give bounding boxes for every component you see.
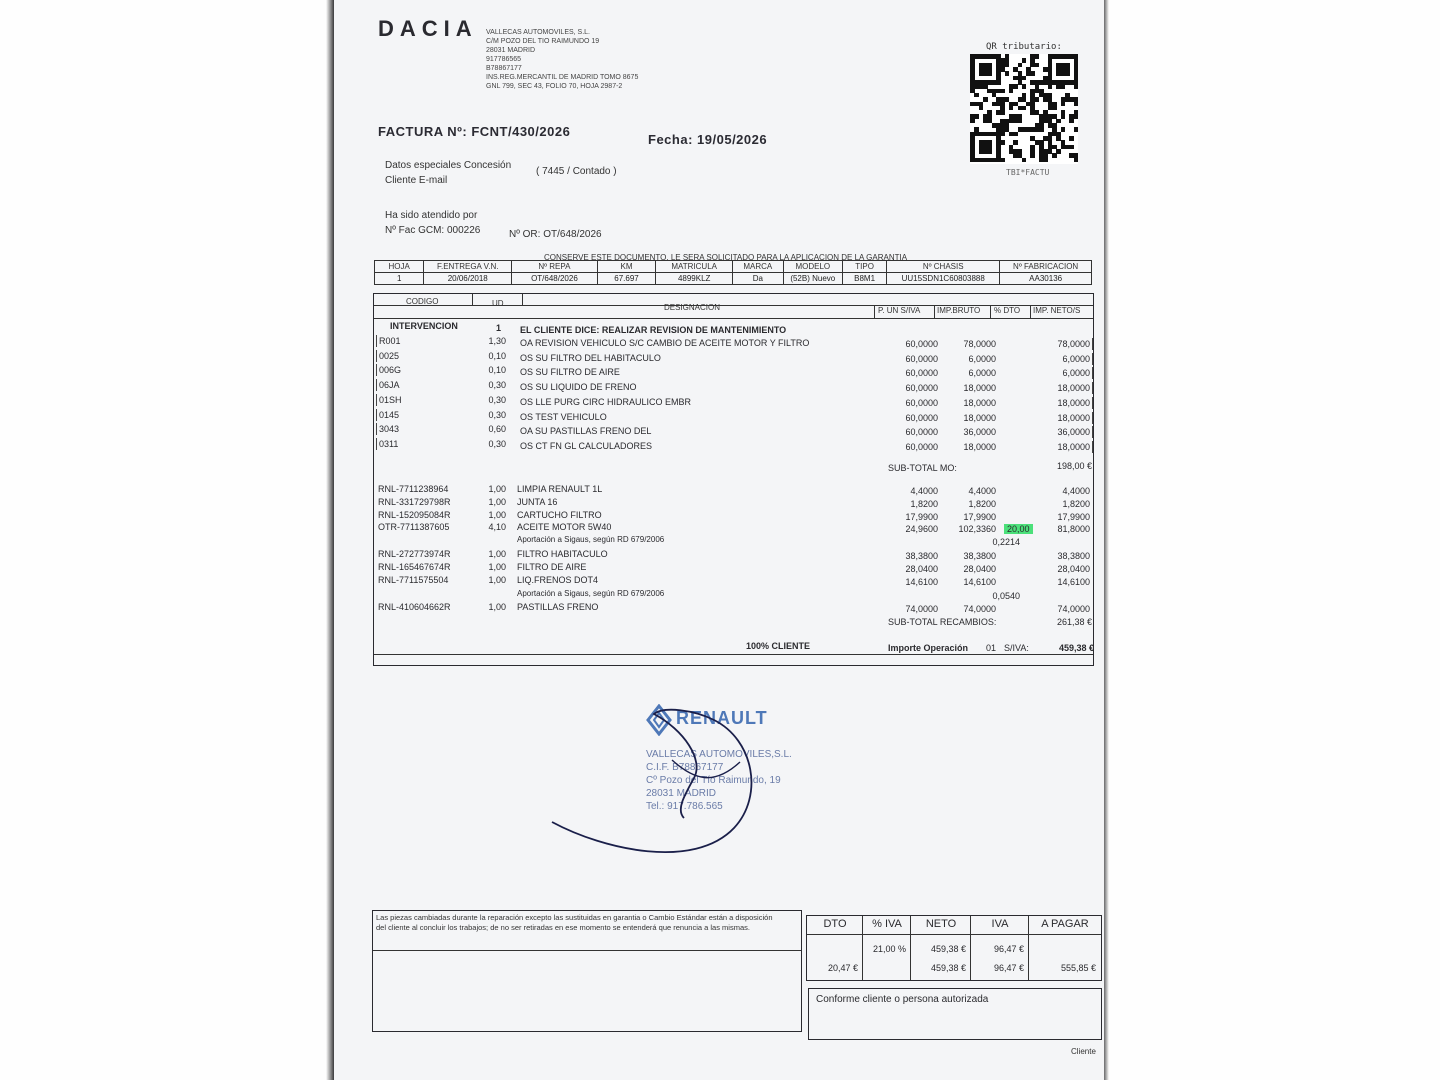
qr-code bbox=[970, 54, 1078, 164]
labor-unit-price: 60,0000 bbox=[905, 353, 938, 364]
qr-module bbox=[1061, 127, 1066, 132]
col-divider bbox=[1030, 305, 1031, 318]
labor-code: 0025 bbox=[379, 350, 400, 361]
labor-ud: 0,30 bbox=[488, 409, 506, 420]
row-edge bbox=[1092, 412, 1093, 424]
part-net: 17,9900 bbox=[1057, 512, 1090, 522]
labor-net: 18,0000 bbox=[1057, 412, 1090, 423]
part-net: 14,6100 bbox=[1057, 577, 1090, 587]
labor-net: 18,0000 bbox=[1057, 441, 1090, 452]
qr-module bbox=[1013, 132, 1018, 137]
totals-col-divider bbox=[1028, 916, 1029, 980]
subtotal-mo-value: 198,00 € bbox=[1056, 461, 1092, 471]
invoice-paper bbox=[334, 0, 1104, 1080]
vehicle-value-cell: Da bbox=[733, 273, 783, 285]
vehicle-value-cell: B8M1 bbox=[843, 273, 887, 285]
labor-desc: OA REVISION VEHICULO S/C CAMBIO DE ACEITE MOTOR Y FILTRO bbox=[520, 338, 810, 348]
qr-module bbox=[1048, 84, 1053, 89]
subtotal-rec-value: 261,38 € bbox=[1056, 617, 1092, 627]
labor-ud: 0,10 bbox=[488, 350, 506, 361]
stamp-line: VALLECAS AUTOMOVILES,S.L. bbox=[646, 749, 792, 760]
legal-divider bbox=[373, 950, 801, 951]
col-p-un: P. UN S/IVA bbox=[878, 306, 921, 315]
part-ud: 1,00 bbox=[488, 562, 506, 572]
totals-row1-cell: 459,38 € bbox=[930, 944, 966, 954]
qr-module bbox=[983, 97, 988, 102]
totals-row2-cell: 555,85 € bbox=[1060, 963, 1096, 973]
row-edge bbox=[1092, 382, 1093, 394]
part-desc: LIQ.FRENOS DOT4 bbox=[517, 575, 599, 585]
part-unit-price: 14,6100 bbox=[905, 577, 938, 587]
col-designacion: DESIGNACION bbox=[664, 303, 721, 312]
qr-module bbox=[1022, 158, 1027, 163]
stamp-line: C.I.F. B78867177 bbox=[646, 762, 724, 773]
client-percentage: 100% CLIENTE bbox=[746, 641, 811, 651]
totals-header: DTO bbox=[823, 918, 847, 930]
totals-col-divider bbox=[970, 916, 971, 980]
part-code: RNL-272773974R bbox=[378, 549, 451, 559]
client-email-label: Cliente E-mail bbox=[385, 175, 448, 186]
qr-module bbox=[1052, 153, 1057, 158]
paper-edge-shadow bbox=[326, 0, 334, 1080]
qr-module bbox=[1005, 71, 1010, 76]
conforme-label: Conforme cliente o persona autorizada bbox=[816, 994, 989, 1005]
totals-row1-cell: 21,00 % bbox=[872, 944, 906, 954]
invoice-date bbox=[648, 132, 767, 147]
invoice-number bbox=[378, 124, 570, 139]
vehicle-header-cell: Nº CHASIS bbox=[887, 261, 1000, 273]
part-gross: 28,0400 bbox=[963, 564, 996, 574]
background-left bbox=[0, 0, 334, 1080]
qr-module bbox=[1043, 158, 1048, 163]
totals-row2-cell: 20,47 € bbox=[827, 963, 858, 973]
part-desc: JUNTA 16 bbox=[517, 497, 558, 507]
qr-module bbox=[1000, 132, 1005, 137]
company-line: B78867177 bbox=[486, 65, 522, 72]
qr-module bbox=[1005, 63, 1010, 68]
labor-gross: 18,0000 bbox=[963, 412, 996, 423]
qr-module bbox=[1013, 84, 1018, 89]
qr-module bbox=[1035, 54, 1040, 59]
qr-module bbox=[1061, 114, 1066, 119]
labor-unit-price: 60,0000 bbox=[905, 412, 938, 423]
background-right bbox=[1105, 0, 1440, 1080]
part-gross: 38,3800 bbox=[963, 551, 996, 561]
qr-module bbox=[1074, 158, 1079, 163]
part-ud: 4,10 bbox=[488, 522, 506, 532]
part-unit-price: 74,0000 bbox=[905, 604, 938, 614]
labor-ud: 0,30 bbox=[488, 438, 506, 449]
qr-module bbox=[979, 106, 984, 111]
labor-unit-price: 60,0000 bbox=[905, 339, 938, 349]
intervention-ud: 1 bbox=[496, 323, 502, 333]
labor-code: 06JA bbox=[379, 380, 400, 391]
header-divider bbox=[374, 318, 1093, 319]
part-gross: 17,9900 bbox=[963, 512, 996, 522]
part-code: RNL-152095084R bbox=[378, 510, 451, 520]
row-edge bbox=[1092, 367, 1093, 379]
part-net: 81,8000 bbox=[1057, 524, 1090, 534]
vehicle-header-cell: MATRICULA bbox=[656, 261, 733, 273]
part-ud: 1,00 bbox=[488, 602, 506, 612]
vehicle-table bbox=[374, 260, 1092, 285]
vehicle-header-cell: Nº REPA bbox=[512, 261, 598, 273]
qr-module bbox=[1035, 63, 1040, 68]
qr-module bbox=[1000, 158, 1005, 163]
part-code: RNL-165467674R bbox=[378, 562, 451, 572]
part-desc: FILTRO HABITACULO bbox=[517, 549, 608, 559]
row-edge bbox=[1092, 426, 1093, 438]
fac-gcm bbox=[385, 225, 480, 236]
labor-gross: 18,0000 bbox=[963, 441, 996, 452]
company-line: C/M POZO DEL TIO RAIMUNDO 19 bbox=[486, 38, 600, 45]
stamp-line: 28031 MADRID bbox=[646, 788, 717, 799]
qr-module bbox=[1052, 106, 1057, 111]
qr-module bbox=[1056, 149, 1061, 154]
part-net: 28,0400 bbox=[1057, 564, 1090, 574]
qr-module bbox=[1000, 89, 1005, 94]
labor-unit-price: 60,0000 bbox=[905, 397, 938, 408]
labor-net: 6,0000 bbox=[1062, 353, 1090, 364]
fac-gcm-label: Nº Fac GCM: bbox=[385, 225, 445, 236]
qr-module bbox=[1065, 71, 1070, 76]
dacia-logo: DACIA bbox=[378, 16, 478, 41]
part-gross: 14,6100 bbox=[963, 577, 996, 587]
part-ud: 1,00 bbox=[488, 497, 506, 507]
part-gross: 4,4000 bbox=[968, 486, 996, 496]
qr-module bbox=[1030, 71, 1035, 76]
labor-gross: 18,0000 bbox=[963, 383, 996, 394]
qr-module bbox=[1022, 106, 1027, 111]
qr-module bbox=[1030, 153, 1035, 158]
labor-net: 18,0000 bbox=[1057, 397, 1090, 408]
part-gross: 74,0000 bbox=[963, 604, 996, 614]
qr-module bbox=[1009, 106, 1014, 111]
importe-operacion-value: 459,38 € bbox=[1058, 643, 1094, 653]
part-unit-price: 17,9900 bbox=[905, 512, 938, 522]
col-divider bbox=[934, 305, 935, 318]
company-line: 28031 MADRID bbox=[486, 47, 536, 54]
copy-label: Cliente bbox=[1071, 1047, 1096, 1056]
importe-operacion-code: 01 bbox=[986, 643, 997, 653]
qr-module bbox=[1022, 76, 1027, 81]
vehicle-header-cell: TIPO bbox=[843, 261, 887, 273]
vehicle-value-cell: OT/648/2026 bbox=[512, 273, 598, 285]
vehicle-value-cell: (52B) Nuevo bbox=[783, 273, 843, 285]
totals-header: IVA bbox=[991, 918, 1009, 930]
qr-module bbox=[1061, 84, 1066, 89]
labor-gross: 6,0000 bbox=[968, 368, 996, 379]
vehicle-value-cell: 67.697 bbox=[597, 273, 655, 285]
qr-module bbox=[974, 114, 979, 119]
handwritten-signature bbox=[544, 700, 804, 870]
part-code: RNL-410604662R bbox=[378, 602, 451, 612]
qr-module bbox=[1013, 140, 1018, 145]
stamp-line: Tel.: 917.786.565 bbox=[646, 801, 723, 812]
vehicle-header-cell: MARCA bbox=[733, 261, 783, 273]
part-ud: 1,00 bbox=[488, 549, 506, 559]
col-dto: % DTO bbox=[994, 306, 1021, 315]
vehicle-header-cell: MODELO bbox=[783, 261, 843, 273]
col-divider bbox=[990, 305, 991, 318]
qr-module bbox=[1069, 119, 1074, 124]
labor-unit-price: 60,0000 bbox=[905, 383, 938, 394]
part-desc: LIMPIA RENAULT 1L bbox=[517, 484, 603, 494]
totals-divider bbox=[807, 934, 1101, 935]
vehicle-header-cell: Nº FABRICACION bbox=[1000, 261, 1092, 273]
part-ud: 1,00 bbox=[488, 484, 506, 494]
qr-module bbox=[1039, 127, 1044, 132]
labor-gross: 36,0000 bbox=[963, 427, 996, 438]
part-desc: CARTUCHO FILTRO bbox=[517, 510, 602, 520]
invoice-date-value: 19/05/2026 bbox=[697, 132, 768, 147]
totals-row1-cell: 96,47 € bbox=[993, 944, 1024, 954]
part-discount: 20,00 bbox=[1004, 524, 1033, 534]
vehicle-header-cell: KM bbox=[597, 261, 655, 273]
part-gross: 0,2214 bbox=[992, 537, 1020, 547]
part-desc: ACEITE MOTOR 5W40 bbox=[517, 522, 612, 532]
warranty-notice: CONSERVE ESTE DOCUMENTO, LE SERA SOLICITADO PARA LA APLICACION DE LA GARANTIA bbox=[544, 253, 908, 262]
vehicle-value-cell: 1 bbox=[375, 273, 424, 285]
labor-desc: OS CT FN GL CALCULADORES bbox=[520, 440, 653, 451]
vehicle-header-cell: HOJA bbox=[375, 261, 424, 273]
labor-code: 006G bbox=[379, 365, 402, 376]
part-unit-price: 4,4000 bbox=[910, 486, 938, 496]
part-unit-price: 1,8200 bbox=[910, 499, 938, 509]
qr-module bbox=[1000, 110, 1005, 115]
qr-module bbox=[987, 149, 992, 154]
invoice-number-value: FCNT/430/2026 bbox=[471, 124, 571, 139]
vehicle-value-cell: 4899KLZ bbox=[656, 273, 733, 285]
qr-module bbox=[1035, 97, 1040, 102]
subtotal-mo-label: SUB-TOTAL MO: bbox=[888, 463, 957, 473]
col-divider bbox=[522, 294, 523, 305]
part-ud: 1,00 bbox=[488, 510, 506, 520]
part-note: Aportación a Sigaus, según RD 679/2006 bbox=[517, 535, 665, 544]
company-address bbox=[486, 28, 638, 91]
part-ud: 1,00 bbox=[488, 575, 506, 585]
subtotal-rec-label: SUB-TOTAL RECAMBIOS: bbox=[888, 617, 997, 627]
vehicle-value-cell: 20/06/2018 bbox=[424, 273, 512, 285]
part-code: OTR-7711387605 bbox=[378, 522, 450, 532]
part-code: RNL-331729798R bbox=[378, 497, 451, 507]
renault-brand: RENAULT bbox=[676, 708, 768, 728]
labor-gross: 78,0000 bbox=[963, 339, 996, 349]
part-gross: 102,3360 bbox=[958, 524, 996, 534]
part-net: 74,0000 bbox=[1057, 604, 1090, 614]
labor-code: 0145 bbox=[379, 409, 400, 420]
importe-operacion-label: Importe Operación bbox=[888, 643, 969, 653]
labor-code: 3043 bbox=[379, 424, 400, 435]
labor-desc: OS LLE PURG CIRC HIDRAULICO EMBR bbox=[520, 396, 692, 407]
special-data-value: ( 7445 / Contado ) bbox=[536, 166, 617, 177]
labor-gross: 6,0000 bbox=[968, 353, 996, 364]
labor-unit-price: 60,0000 bbox=[905, 368, 938, 379]
labor-code: R001 bbox=[379, 336, 401, 346]
qr-module bbox=[1074, 84, 1079, 89]
qr-module bbox=[1069, 145, 1074, 150]
part-gross: 1,8200 bbox=[968, 499, 996, 509]
totals-header: % IVA bbox=[872, 918, 902, 930]
labor-code: 0311 bbox=[379, 438, 399, 449]
qr-module bbox=[970, 119, 975, 124]
footer-divider bbox=[374, 654, 1093, 655]
qr-label: QR tributario: bbox=[986, 42, 1062, 52]
row-edge bbox=[1092, 441, 1093, 453]
totals-row2-cell: 459,38 € bbox=[930, 963, 966, 973]
labor-net: 36,0000 bbox=[1057, 427, 1090, 438]
totals-header: NETO bbox=[925, 918, 957, 930]
qr-module bbox=[1018, 119, 1023, 124]
part-desc: FILTRO DE AIRE bbox=[517, 562, 587, 572]
or-value: OT/648/2026 bbox=[543, 229, 602, 240]
labor-desc: OS TEST VEHICULO bbox=[520, 411, 607, 422]
col-codigo: CODIGO bbox=[406, 297, 439, 306]
part-unit-price: 28,0400 bbox=[905, 564, 938, 574]
part-net: 1,8200 bbox=[1062, 499, 1090, 509]
special-data-label: Datos especiales Concesión bbox=[385, 160, 512, 171]
qr-module bbox=[1022, 84, 1027, 89]
row-edge bbox=[1092, 338, 1093, 350]
labor-ud: 0,60 bbox=[488, 424, 506, 435]
part-desc: PASTILLAS FRENO bbox=[517, 602, 599, 612]
header-divider bbox=[374, 305, 1093, 306]
stamp-line: Cº Pozo del Tío Raimundo, 19 bbox=[646, 775, 781, 786]
col-imp-neto: IMP. NETO/S bbox=[1033, 306, 1081, 315]
part-net: 38,3800 bbox=[1057, 551, 1090, 561]
qr-module bbox=[1022, 58, 1027, 63]
company-line: 917786565 bbox=[486, 56, 522, 63]
part-code: RNL-7711238964 bbox=[378, 484, 449, 494]
labor-desc: OS SU FILTRO DEL HABITACULO bbox=[520, 352, 661, 363]
qr-module bbox=[996, 80, 1001, 85]
totals-col-divider bbox=[862, 916, 863, 980]
vehicle-header-cell: F.ENTREGA V.N. bbox=[424, 261, 512, 273]
part-unit-price: 24,9600 bbox=[905, 524, 938, 534]
labor-ud: 0,30 bbox=[488, 394, 506, 405]
row-edge bbox=[1092, 353, 1093, 365]
labor-net: 78,0000 bbox=[1057, 339, 1090, 349]
col-ud: UD bbox=[492, 299, 504, 308]
vehicle-value-cell: AA30136 bbox=[1000, 273, 1092, 285]
labor-unit-price: 60,0000 bbox=[905, 441, 938, 452]
qr-module bbox=[987, 71, 992, 76]
or-number bbox=[509, 229, 602, 240]
labor-code: 01SH bbox=[379, 394, 402, 405]
labor-ud: 0,30 bbox=[488, 380, 506, 391]
qr-module bbox=[1009, 89, 1014, 94]
company-line: GNL 799, SEC 43, FOLIO 70, HOJA 2987-2 bbox=[486, 83, 623, 90]
labor-desc: OA SU PASTILLAS FRENO DEL bbox=[520, 426, 652, 437]
qr-module bbox=[1074, 127, 1079, 132]
attended-label: Ha sido atendido por bbox=[385, 210, 478, 221]
invoice-date-label: Fecha: bbox=[648, 132, 693, 147]
labor-gross: 18,0000 bbox=[963, 397, 996, 408]
importe-operacion-siva: S/IVA: bbox=[1004, 643, 1029, 653]
qr-module bbox=[1061, 102, 1066, 107]
legal-text: Las piezas cambiadas durante la reparación excepto las sustituidas en garantia o Cambio Estándar están a disposición del cliente al concluir los trabajos; de no ser retiradas en ese momento se entenderá que renuncia a las mismas. bbox=[376, 913, 773, 932]
labor-desc: OS SU LIQUIDO DE FRENO bbox=[520, 382, 637, 393]
totals-row2-cell: 96,47 € bbox=[993, 963, 1024, 973]
qr-module bbox=[1018, 63, 1023, 68]
qr-module bbox=[1056, 119, 1061, 124]
qr-module bbox=[1074, 114, 1079, 119]
row-edge bbox=[1092, 397, 1093, 409]
col-imp-bruto: IMP.BRUTO bbox=[937, 306, 981, 315]
qr-module bbox=[974, 93, 979, 98]
part-net: 4,4000 bbox=[1062, 486, 1090, 496]
labor-ud: 0,10 bbox=[488, 365, 506, 376]
intervention-desc: EL CLIENTE DICE: REALIZAR REVISION DE MANTENIMIENTO bbox=[520, 325, 787, 335]
fac-gcm-value: 000226 bbox=[447, 225, 481, 236]
col-divider bbox=[472, 294, 473, 305]
invoice-number-label: FACTURA Nº: bbox=[378, 124, 468, 139]
intervention-code: INTERVENCION bbox=[390, 321, 458, 331]
labor-desc: OS SU FILTRO DE AIRE bbox=[520, 367, 620, 378]
or-label: Nº OR: bbox=[509, 229, 541, 240]
labor-net: 6,0000 bbox=[1062, 368, 1090, 379]
totals-col-divider bbox=[910, 916, 911, 980]
part-code: RNL-7711575504 bbox=[378, 575, 449, 585]
company-line: INS.REG.MERCANTIL DE MADRID TOMO 8675 bbox=[486, 74, 639, 81]
part-unit-price: 38,3800 bbox=[905, 551, 938, 561]
qr-module bbox=[1069, 136, 1074, 141]
part-gross: 0,0540 bbox=[992, 591, 1020, 601]
qr-module bbox=[1000, 140, 1005, 145]
labor-unit-price: 60,0000 bbox=[905, 427, 938, 438]
company-line: VALLECAS AUTOMOVILES, S.L. bbox=[486, 29, 591, 36]
part-note: Aportación a Sigaus, según RD 679/2006 bbox=[517, 589, 665, 598]
totals-header: A PAGAR bbox=[1041, 918, 1089, 930]
vehicle-value-cell: UU15SDN1C60803888 bbox=[887, 273, 1000, 285]
qr-caption: TBI*FACTU bbox=[1006, 168, 1050, 177]
labor-ud: 1,30 bbox=[488, 336, 506, 346]
labor-net: 18,0000 bbox=[1057, 383, 1090, 394]
qr-module bbox=[1074, 102, 1079, 107]
col-divider bbox=[874, 305, 875, 318]
